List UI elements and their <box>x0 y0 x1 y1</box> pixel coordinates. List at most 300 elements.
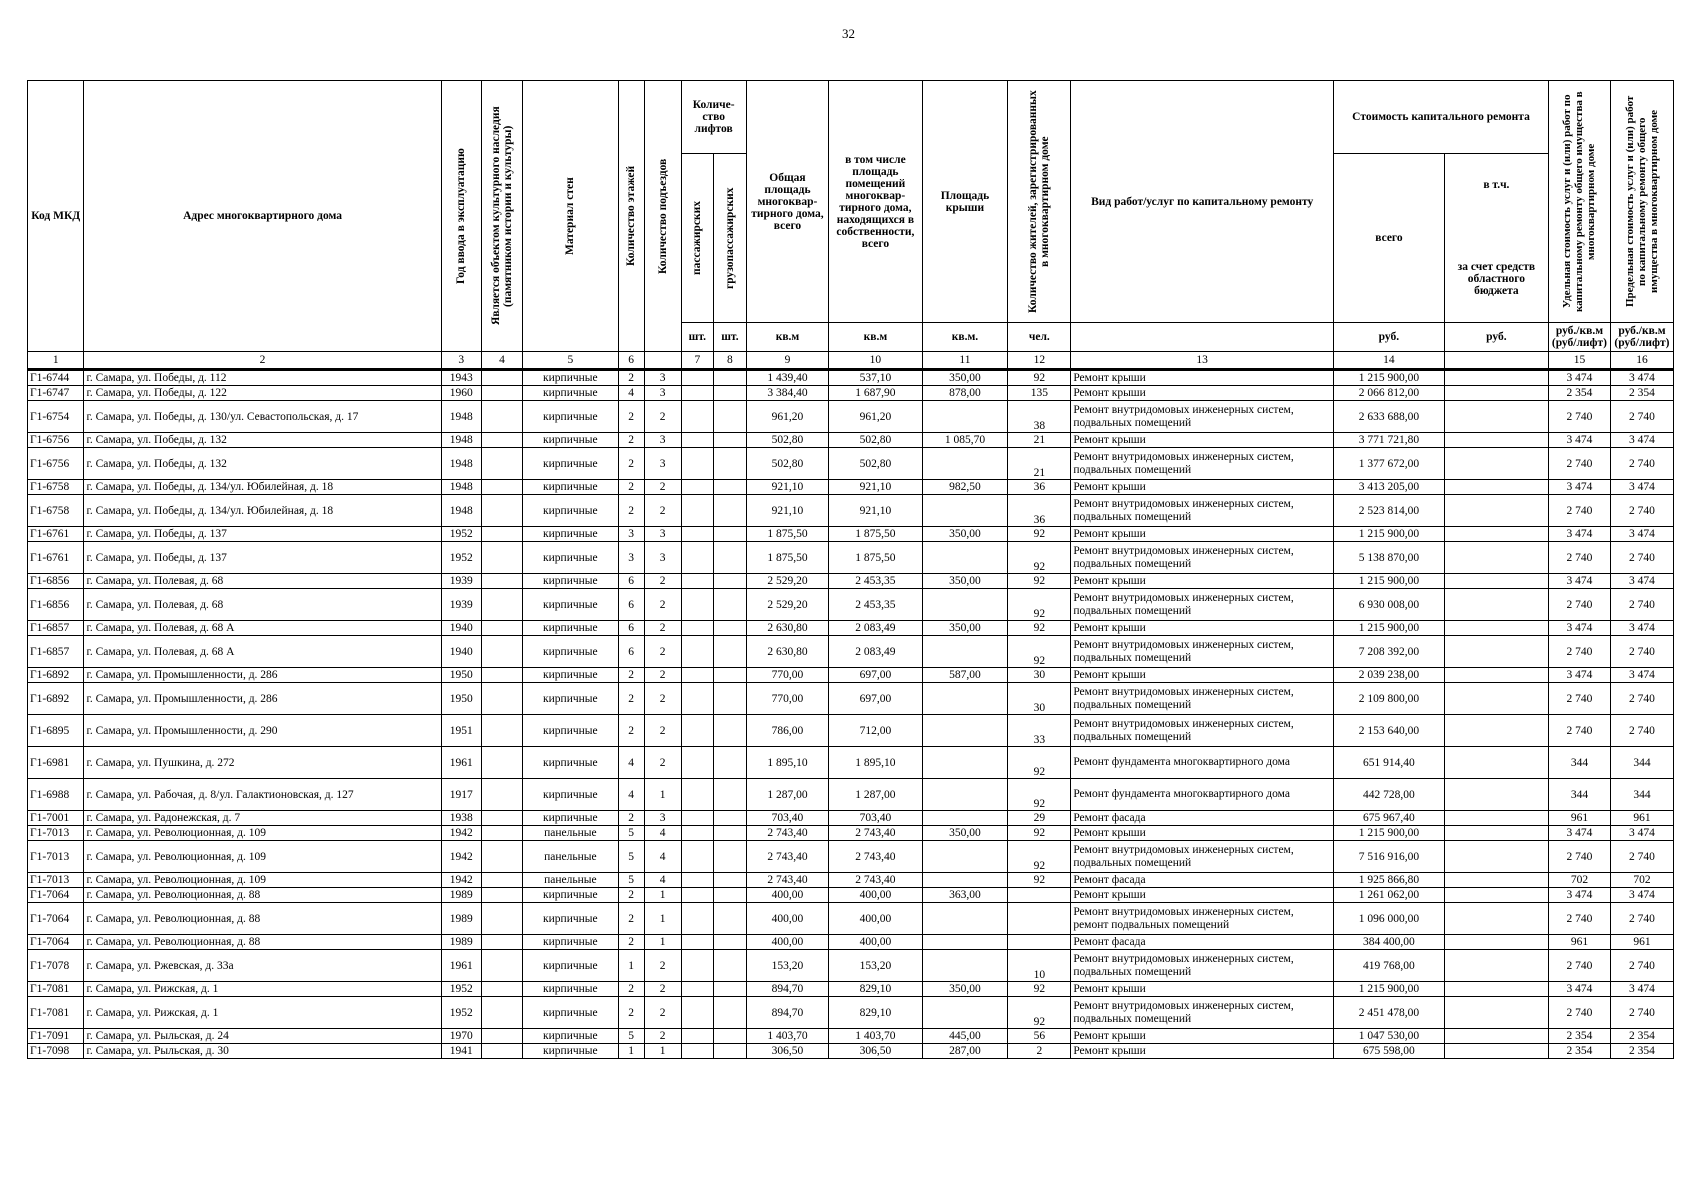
cost-regional-cell <box>1444 448 1548 480</box>
limit-cost-cell: 3 474 <box>1610 574 1673 589</box>
heritage-cell <box>481 683 522 715</box>
unit-cost-cell: 344 <box>1549 779 1611 811</box>
floors-cell: 3 <box>618 527 644 542</box>
material-cell: кирпичные <box>523 935 619 950</box>
col-work-header: Вид работ/услуг по капитальному ремонту <box>1071 81 1334 323</box>
area-total-cell: 894,70 <box>746 982 829 997</box>
column-number: 2 <box>84 352 441 370</box>
unit-cost-cell: 2 740 <box>1549 542 1611 574</box>
area-owned-cell: 306,50 <box>829 1044 922 1059</box>
lifts-pass-cell <box>681 841 714 873</box>
residents-cell: 92 <box>1008 982 1071 997</box>
entrances-cell: 2 <box>644 495 681 527</box>
code-cell: Г1-6981 <box>28 747 84 779</box>
roof-area-cell: 587,00 <box>922 668 1008 683</box>
lifts-pass-cell <box>681 982 714 997</box>
cost-total-cell: 675 967,40 <box>1334 811 1445 826</box>
address-cell: г. Самара, ул. Ржевская, д. 33а <box>84 950 441 982</box>
code-cell: Г1-6895 <box>28 715 84 747</box>
residents-cell <box>1008 935 1071 950</box>
cost-total-cell: 1 096 000,00 <box>1334 903 1445 935</box>
table-row <box>28 747 1674 779</box>
entrances-cell: 1 <box>644 903 681 935</box>
roof-area-cell <box>922 950 1008 982</box>
residents-cell: 92 <box>1008 636 1071 668</box>
material-cell: кирпичные <box>523 574 619 589</box>
code-cell: Г1-6857 <box>28 621 84 636</box>
cost-regional-cell <box>1444 811 1548 826</box>
residents-cell: 92 <box>1008 747 1071 779</box>
entrances-cell: 3 <box>644 370 681 386</box>
cost-regional-cell <box>1444 495 1548 527</box>
unit-cost-cell: 2 740 <box>1549 841 1611 873</box>
area-total-cell: 2 743,40 <box>746 826 829 841</box>
material-cell: панельные <box>523 841 619 873</box>
area-total-cell: 400,00 <box>746 888 829 903</box>
work-type-cell: Ремонт крыши <box>1071 527 1334 542</box>
lifts-pass-cell <box>681 997 714 1029</box>
col-roof-area-header: Площадь крыши <box>922 81 1008 323</box>
code-cell: Г1-7098 <box>28 1044 84 1059</box>
col-residents-header: Количество жителей, зарегистрированных в многоквартирном доме <box>1008 81 1071 323</box>
year-cell: 1952 <box>441 982 481 997</box>
lifts-pass-cell <box>681 683 714 715</box>
roof-area-cell <box>922 542 1008 574</box>
work-type-cell: Ремонт крыши <box>1071 433 1334 448</box>
unit-cost-cell: 3 474 <box>1549 668 1611 683</box>
column-number <box>1444 352 1548 370</box>
limit-cost-cell: 2 740 <box>1610 589 1673 621</box>
roof-area-cell <box>922 903 1008 935</box>
lifts-cargo-cell <box>714 683 747 715</box>
roof-area-cell <box>922 811 1008 826</box>
roof-area-cell <box>922 873 1008 888</box>
cost-incl-label: в т.ч. <box>1483 179 1510 191</box>
limit-cost-cell: 3 474 <box>1610 370 1673 386</box>
work-type-cell: Ремонт фундамента многоквартирного дома <box>1071 779 1334 811</box>
code-cell: Г1-7064 <box>28 888 84 903</box>
year-cell: 1940 <box>441 621 481 636</box>
unit-lifts-pass: шт. <box>681 323 714 352</box>
heritage-cell <box>481 950 522 982</box>
table-row <box>28 950 1674 982</box>
table-row <box>28 621 1674 636</box>
table-row <box>28 873 1674 888</box>
limit-cost-cell: 2 740 <box>1610 495 1673 527</box>
column-number: 8 <box>714 352 747 370</box>
floors-cell: 2 <box>618 401 644 433</box>
entrances-cell: 1 <box>644 935 681 950</box>
residents-cell: 38 <box>1008 401 1071 433</box>
unit-cost-cell: 2 740 <box>1549 448 1611 480</box>
cost-total-cell: 2 039 238,00 <box>1334 668 1445 683</box>
address-cell: г. Самара, ул. Радонежская, д. 7 <box>84 811 441 826</box>
cost-regional-cell <box>1444 1029 1548 1044</box>
entrances-cell: 2 <box>644 715 681 747</box>
lifts-cargo-cell <box>714 636 747 668</box>
area-owned-cell: 1 287,00 <box>829 779 922 811</box>
residents-cell: 33 <box>1008 715 1071 747</box>
address-cell: г. Самара, ул. Победы, д. 134/ул. Юбилейная, д. 18 <box>84 480 441 495</box>
residents-cell: 30 <box>1008 668 1071 683</box>
lifts-pass-cell <box>681 935 714 950</box>
table-row <box>28 668 1674 683</box>
floors-cell: 4 <box>618 386 644 401</box>
area-owned-cell: 1 687,90 <box>829 386 922 401</box>
material-cell: кирпичные <box>523 636 619 668</box>
column-number: 12 <box>1008 352 1071 370</box>
lifts-cargo-cell <box>714 826 747 841</box>
lifts-pass-cell <box>681 433 714 448</box>
material-cell: кирпичные <box>523 1044 619 1059</box>
code-cell: Г1-6758 <box>28 495 84 527</box>
area-total-cell: 1 287,00 <box>746 779 829 811</box>
residents-cell <box>1008 888 1071 903</box>
address-cell: г. Самара, ул. Промышленности, д. 286 <box>84 668 441 683</box>
entrances-cell: 4 <box>644 841 681 873</box>
area-owned-cell: 1 895,10 <box>829 747 922 779</box>
heritage-cell <box>481 873 522 888</box>
work-type-cell: Ремонт внутридомовых инженерных систем, подвальных помещений <box>1071 683 1334 715</box>
heritage-cell <box>481 621 522 636</box>
unit-cost-cell: 2 354 <box>1549 1029 1611 1044</box>
area-total-cell: 1 439,40 <box>746 370 829 386</box>
lifts-cargo-cell <box>714 873 747 888</box>
material-cell: панельные <box>523 873 619 888</box>
area-owned-cell: 2 453,35 <box>829 589 922 621</box>
limit-cost-cell: 344 <box>1610 779 1673 811</box>
lifts-pass-cell <box>681 401 714 433</box>
residents-cell: 36 <box>1008 480 1071 495</box>
year-cell: 1943 <box>441 370 481 386</box>
code-cell: Г1-7013 <box>28 873 84 888</box>
code-cell: Г1-7064 <box>28 903 84 935</box>
code-cell: Г1-6744 <box>28 370 84 386</box>
area-owned-cell: 400,00 <box>829 903 922 935</box>
table-row <box>28 480 1674 495</box>
residents-cell: 92 <box>1008 826 1071 841</box>
year-cell: 1939 <box>441 574 481 589</box>
year-cell: 1941 <box>441 1044 481 1059</box>
cost-regional-cell <box>1444 779 1548 811</box>
year-cell: 1948 <box>441 495 481 527</box>
year-cell: 1989 <box>441 888 481 903</box>
area-owned-cell: 2 083,49 <box>829 621 922 636</box>
limit-cost-cell: 702 <box>1610 873 1673 888</box>
cost-total-cell: 1 215 900,00 <box>1334 982 1445 997</box>
material-cell: кирпичные <box>523 779 619 811</box>
entrances-cell: 3 <box>644 811 681 826</box>
area-total-cell: 1 895,10 <box>746 747 829 779</box>
entrances-cell: 3 <box>644 433 681 448</box>
address-cell: г. Самара, ул. Победы, д. 134/ул. Юбилейная, д. 18 <box>84 495 441 527</box>
residents-cell: 92 <box>1008 997 1071 1029</box>
lifts-cargo-cell <box>714 997 747 1029</box>
work-type-cell: Ремонт фасада <box>1071 935 1334 950</box>
table-row <box>28 683 1674 715</box>
work-type-cell: Ремонт крыши <box>1071 574 1334 589</box>
residents-cell: 2 <box>1008 1044 1071 1059</box>
column-number: 5 <box>523 352 619 370</box>
limit-cost-cell: 3 474 <box>1610 826 1673 841</box>
lifts-cargo-cell <box>714 779 747 811</box>
code-cell: Г1-6758 <box>28 480 84 495</box>
area-owned-cell: 2 743,40 <box>829 826 922 841</box>
year-cell: 1989 <box>441 935 481 950</box>
year-cell: 1940 <box>441 636 481 668</box>
limit-cost-cell: 2 740 <box>1610 636 1673 668</box>
work-type-cell: Ремонт крыши <box>1071 1029 1334 1044</box>
heritage-cell <box>481 982 522 997</box>
area-owned-cell: 961,20 <box>829 401 922 433</box>
area-owned-cell: 1 875,50 <box>829 542 922 574</box>
roof-area-cell <box>922 841 1008 873</box>
material-cell: кирпичные <box>523 715 619 747</box>
lifts-pass-cell <box>681 903 714 935</box>
unit-cost-cell: 2 354 <box>1549 386 1611 401</box>
unit-cost-cell: 2 740 <box>1549 715 1611 747</box>
floors-cell: 2 <box>618 433 644 448</box>
lifts-pass-cell <box>681 386 714 401</box>
material-cell: кирпичные <box>523 448 619 480</box>
floors-cell: 2 <box>618 982 644 997</box>
entrances-cell: 3 <box>644 542 681 574</box>
table-body <box>28 370 1674 1059</box>
column-number: 4 <box>481 352 522 370</box>
material-cell: кирпичные <box>523 589 619 621</box>
material-cell: кирпичные <box>523 621 619 636</box>
heritage-cell <box>481 433 522 448</box>
floors-cell: 5 <box>618 826 644 841</box>
floors-cell: 6 <box>618 636 644 668</box>
cost-regional-cell <box>1444 935 1548 950</box>
limit-cost-cell: 2 740 <box>1610 715 1673 747</box>
cost-regional-cell <box>1444 574 1548 589</box>
area-total-cell: 3 384,40 <box>746 386 829 401</box>
limit-cost-cell: 2 354 <box>1610 1029 1673 1044</box>
col-year-header: Год ввода в эксплуатацию <box>441 81 481 352</box>
cost-total-cell: 1 261 062,00 <box>1334 888 1445 903</box>
col-lifts-header: Количе-ство лифтов <box>681 81 746 154</box>
capital-repair-table <box>27 80 1674 1059</box>
entrances-cell: 2 <box>644 589 681 621</box>
lifts-cargo-cell <box>714 574 747 589</box>
cost-total-cell: 1 925 866,80 <box>1334 873 1445 888</box>
table-row <box>28 401 1674 433</box>
code-cell: Г1-7013 <box>28 841 84 873</box>
column-number: 6 <box>618 352 644 370</box>
lifts-pass-cell <box>681 747 714 779</box>
table-row <box>28 542 1674 574</box>
heritage-cell <box>481 495 522 527</box>
limit-cost-cell: 3 474 <box>1610 480 1673 495</box>
material-cell: кирпичные <box>523 386 619 401</box>
heritage-cell <box>481 480 522 495</box>
area-total-cell: 770,00 <box>746 668 829 683</box>
work-type-cell: Ремонт внутридомовых инженерных систем, подвальных помещений <box>1071 997 1334 1029</box>
area-total-cell: 306,50 <box>746 1044 829 1059</box>
area-owned-cell: 921,10 <box>829 480 922 495</box>
cost-total-cell: 1 047 530,00 <box>1334 1029 1445 1044</box>
lifts-cargo-cell <box>714 1044 747 1059</box>
residents-cell: 92 <box>1008 873 1071 888</box>
table-row <box>28 370 1674 386</box>
floors-cell: 2 <box>618 935 644 950</box>
lifts-pass-cell <box>681 1029 714 1044</box>
lifts-cargo-cell <box>714 621 747 636</box>
work-type-cell: Ремонт крыши <box>1071 1044 1334 1059</box>
unit-cost-cell: 3 474 <box>1549 888 1611 903</box>
col-material-header: Материал стен <box>523 81 619 352</box>
address-cell: г. Самара, ул. Пушкина, д. 272 <box>84 747 441 779</box>
unit-cost-cell: 2 740 <box>1549 589 1611 621</box>
lifts-pass-cell <box>681 668 714 683</box>
area-owned-cell: 829,10 <box>829 982 922 997</box>
year-cell: 1948 <box>441 448 481 480</box>
area-total-cell: 894,70 <box>746 997 829 1029</box>
roof-area-cell <box>922 636 1008 668</box>
limit-cost-cell: 2 740 <box>1610 903 1673 935</box>
year-cell: 1961 <box>441 747 481 779</box>
unit-cost-cell: 2 740 <box>1549 950 1611 982</box>
heritage-cell <box>481 668 522 683</box>
heritage-cell <box>481 935 522 950</box>
address-cell: г. Самара, ул. Революционная, д. 88 <box>84 935 441 950</box>
work-type-cell: Ремонт крыши <box>1071 826 1334 841</box>
address-cell: г. Самара, ул. Полевая, д. 68 А <box>84 621 441 636</box>
code-cell: Г1-7081 <box>28 997 84 1029</box>
work-type-cell: Ремонт внутридомовых инженерных систем, подвальных помещений <box>1071 715 1334 747</box>
unit-cost-cell: 3 474 <box>1549 480 1611 495</box>
unit-cost-cell: 2 740 <box>1549 683 1611 715</box>
heritage-cell <box>481 903 522 935</box>
heritage-cell <box>481 401 522 433</box>
code-cell: Г1-6756 <box>28 433 84 448</box>
col-cost-header: Стоимость капитального ремонта <box>1334 81 1549 154</box>
address-cell: г. Самара, ул. Победы, д. 112 <box>84 370 441 386</box>
cost-total-cell: 2 109 800,00 <box>1334 683 1445 715</box>
floors-cell: 2 <box>618 683 644 715</box>
col-unit-cost-header: Удельная стоимость услуг и (или) работ по капитальному ремонту общего имущества в многоквартирном доме <box>1549 81 1611 323</box>
table-row <box>28 715 1674 747</box>
area-total-cell: 502,80 <box>746 448 829 480</box>
limit-cost-cell: 3 474 <box>1610 668 1673 683</box>
material-cell: кирпичные <box>523 903 619 935</box>
material-cell: кирпичные <box>523 683 619 715</box>
cost-regional-cell <box>1444 370 1548 386</box>
floors-cell: 2 <box>618 903 644 935</box>
unit-cost-cell: 702 <box>1549 873 1611 888</box>
address-cell: г. Самара, ул. Победы, д. 137 <box>84 527 441 542</box>
lifts-cargo-cell <box>714 747 747 779</box>
cost-regional-cell <box>1444 903 1548 935</box>
cost-total-cell: 1 215 900,00 <box>1334 370 1445 386</box>
material-cell: кирпичные <box>523 401 619 433</box>
code-cell: Г1-6756 <box>28 448 84 480</box>
code-cell: Г1-6856 <box>28 574 84 589</box>
roof-area-cell: 350,00 <box>922 621 1008 636</box>
unit-cost-cell: 2 740 <box>1549 636 1611 668</box>
cost-regional-cell <box>1444 621 1548 636</box>
area-owned-cell: 921,10 <box>829 495 922 527</box>
area-total-cell: 1 403,70 <box>746 1029 829 1044</box>
roof-area-cell: 1 085,70 <box>922 433 1008 448</box>
address-cell: г. Самара, ул. Полевая, д. 68 <box>84 589 441 621</box>
cost-total-cell: 1 215 900,00 <box>1334 527 1445 542</box>
roof-area-cell: 982,50 <box>922 480 1008 495</box>
roof-area-cell: 350,00 <box>922 527 1008 542</box>
table-row <box>28 1044 1674 1059</box>
year-cell: 1950 <box>441 668 481 683</box>
lifts-pass-cell <box>681 888 714 903</box>
lifts-cargo-cell <box>714 982 747 997</box>
work-type-cell: Ремонт внутридомовых инженерных систем, подвальных помещений <box>1071 950 1334 982</box>
limit-cost-cell: 2 740 <box>1610 448 1673 480</box>
year-cell: 1952 <box>441 542 481 574</box>
roof-area-cell <box>922 997 1008 1029</box>
table-row <box>28 841 1674 873</box>
heritage-cell <box>481 448 522 480</box>
year-cell: 1989 <box>441 903 481 935</box>
table-row <box>28 811 1674 826</box>
unit-cost-cell: 961 <box>1549 935 1611 950</box>
code-cell: Г1-7001 <box>28 811 84 826</box>
lifts-cargo-cell <box>714 950 747 982</box>
floors-cell: 5 <box>618 841 644 873</box>
col-entrances-header: Количество подъездов <box>644 81 681 352</box>
cost-total-cell: 1 215 900,00 <box>1334 574 1445 589</box>
code-cell: Г1-6761 <box>28 527 84 542</box>
address-cell: г. Самара, ул. Победы, д. 132 <box>84 433 441 448</box>
limit-cost-cell: 2 740 <box>1610 997 1673 1029</box>
unit-cost-cell: 3 474 <box>1549 527 1611 542</box>
lifts-pass-cell <box>681 542 714 574</box>
work-type-cell: Ремонт внутридомовых инженерных систем, подвальных помещений <box>1071 448 1334 480</box>
entrances-cell: 3 <box>644 386 681 401</box>
area-owned-cell: 697,00 <box>829 683 922 715</box>
address-cell: г. Самара, ул. Полевая, д. 68 <box>84 574 441 589</box>
unit-cost-cell: 3 474 <box>1549 433 1611 448</box>
material-cell: кирпичные <box>523 480 619 495</box>
year-cell: 1939 <box>441 589 481 621</box>
floors-cell: 4 <box>618 747 644 779</box>
year-cell: 1970 <box>441 1029 481 1044</box>
residents-cell <box>1008 903 1071 935</box>
lifts-pass-cell <box>681 811 714 826</box>
heritage-cell <box>481 841 522 873</box>
work-type-cell: Ремонт внутридомовых инженерных систем, подвальных помещений <box>1071 495 1334 527</box>
lifts-cargo-cell <box>714 386 747 401</box>
cost-total-cell: 2 066 812,00 <box>1334 386 1445 401</box>
work-type-cell: Ремонт крыши <box>1071 982 1334 997</box>
floors-cell: 2 <box>618 480 644 495</box>
column-number <box>644 352 681 370</box>
limit-cost-cell: 344 <box>1610 747 1673 779</box>
area-owned-cell: 537,10 <box>829 370 922 386</box>
heritage-cell <box>481 811 522 826</box>
roof-area-cell: 287,00 <box>922 1044 1008 1059</box>
unit-cost-cell: 3 474 <box>1549 826 1611 841</box>
limit-cost-cell: 2 740 <box>1610 401 1673 433</box>
floors-cell: 1 <box>618 1044 644 1059</box>
roof-area-cell: 350,00 <box>922 982 1008 997</box>
code-cell: Г1-7013 <box>28 826 84 841</box>
unit-cost-cell: 3 474 <box>1549 621 1611 636</box>
work-type-cell: Ремонт внутридомовых инженерных систем, подвальных помещений <box>1071 401 1334 433</box>
cost-regional-label: за счет средств областного бюджета <box>1457 261 1536 297</box>
code-cell: Г1-6988 <box>28 779 84 811</box>
material-cell: кирпичные <box>523 668 619 683</box>
